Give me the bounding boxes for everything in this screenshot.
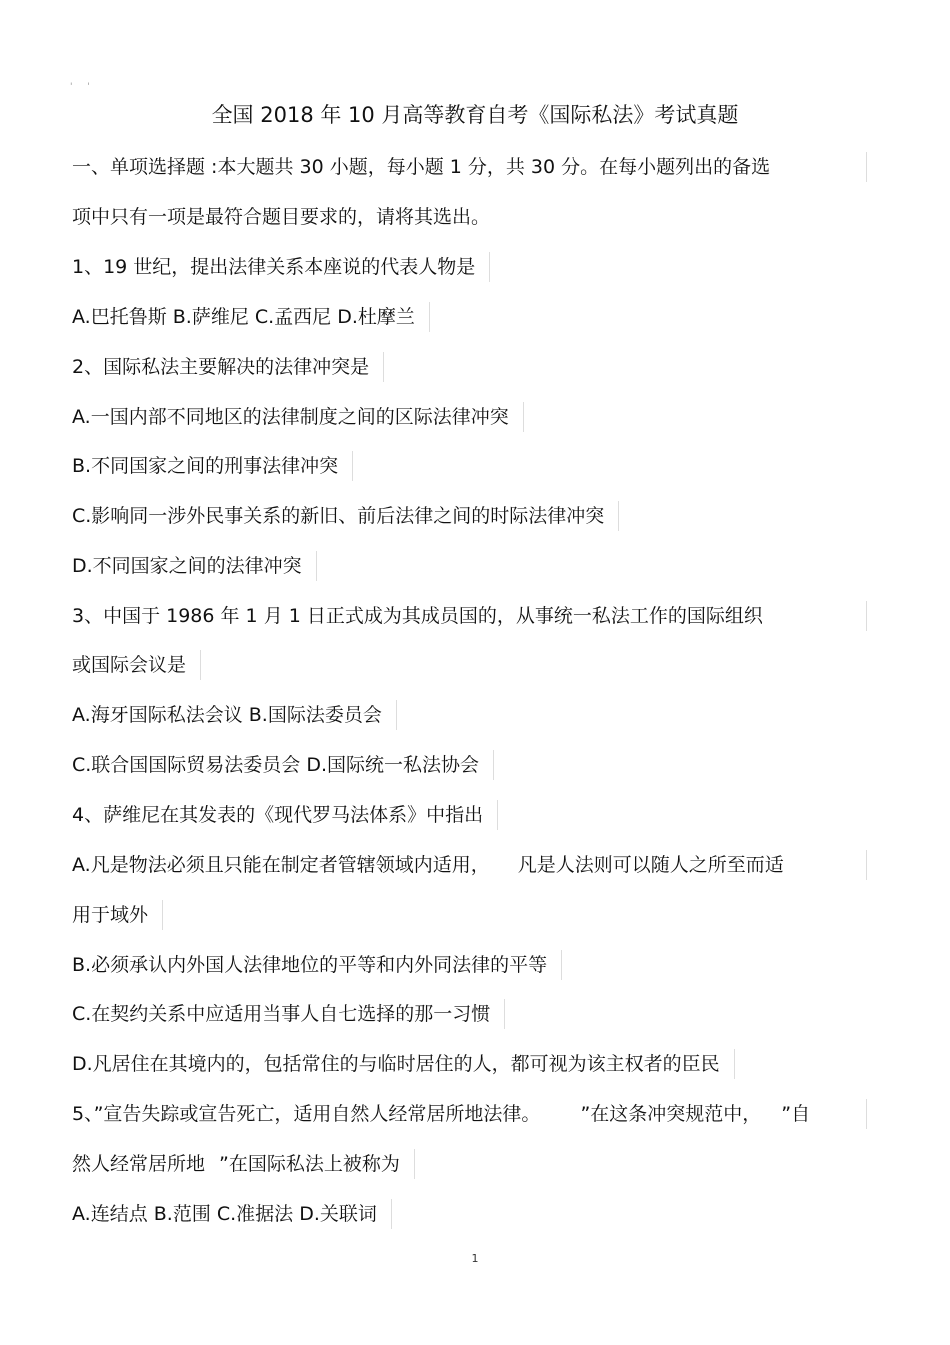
question-3-stem-line-2: 或国际会议是 [72, 650, 201, 680]
corner-mark: ' ' [70, 82, 96, 92]
question-2-option-c: C.影响同一涉外民事关系的新旧、前后法律之间的时际法律冲突 [72, 501, 619, 531]
question-5-stem-line-2: 然人经常居所地 ”在国际私法上被称为 [72, 1149, 415, 1179]
section-header-line-2: 项中只有一项是最符合题目要求的，请将其选出。 [72, 206, 491, 228]
question-3-stem-line-1: 3、中国于 1986 年 1 月 1 日正式成为其成员国的，从事统一私法工作的国际组织 [72, 601, 872, 631]
page-title: 全国 2018 年 10 月高等教育自考《国际私法》考试真题 [211, 103, 739, 127]
question-4-option-a-line-1: A.凡是物法必须且只能在制定者管辖领域内适用， 凡是人法则可以随人之所至而适 [72, 850, 872, 880]
section-header-line-1: 一、单项选择题 :本大题共 30 小题，每小题 1 分，共 30 分。在每小题列出的备选 [72, 152, 872, 182]
question-5-stem-line-1: 5、”宣告失踪或宣告死亡，适用自然人经常居所地法律。 ”在这条冲突规范中， ”自 [72, 1099, 872, 1129]
question-4-option-a-line-2: 用于域外 [72, 900, 163, 930]
question-3-options-cd: C.联合国国际贸易法委员会 D.国际统一私法协会 [72, 750, 494, 780]
question-1-stem: 1、19 世纪，提出法律关系本座说的代表人物是 [72, 252, 490, 282]
question-3-options-ab: A.海牙国际私法会议 B.国际法委员会 [72, 700, 397, 730]
question-2-stem: 2、国际私法主要解决的法律冲突是 [72, 352, 384, 382]
question-1-options: A.巴托鲁斯 B.萨维尼 C.孟西尼 D.杜摩兰 [72, 302, 430, 332]
page-number: 1 [471, 1252, 479, 1265]
question-4-option-d: D.凡居住在其境内的，包括常住的与临时居住的人，都可视为该主权者的臣民 [72, 1049, 735, 1079]
question-4-stem: 4、萨维尼在其发表的《现代罗马法体系》中指出 [72, 800, 498, 830]
question-4-option-c: C.在契约关系中应适用当事人自七选择的那一习惯 [72, 999, 505, 1029]
question-2-option-a: A.一国内部不同地区的法律制度之间的区际法律冲突 [72, 402, 524, 432]
question-5-options: A.连结点 B.范围 C.准据法 D.关联词 [72, 1199, 392, 1229]
question-4-option-b: B.必须承认内外国人法律地位的平等和内外同法律的平等 [72, 950, 562, 980]
question-2-option-d: D.不同国家之间的法律冲突 [72, 551, 317, 581]
question-2-option-b: B.不同国家之间的刑事法律冲突 [72, 451, 353, 481]
